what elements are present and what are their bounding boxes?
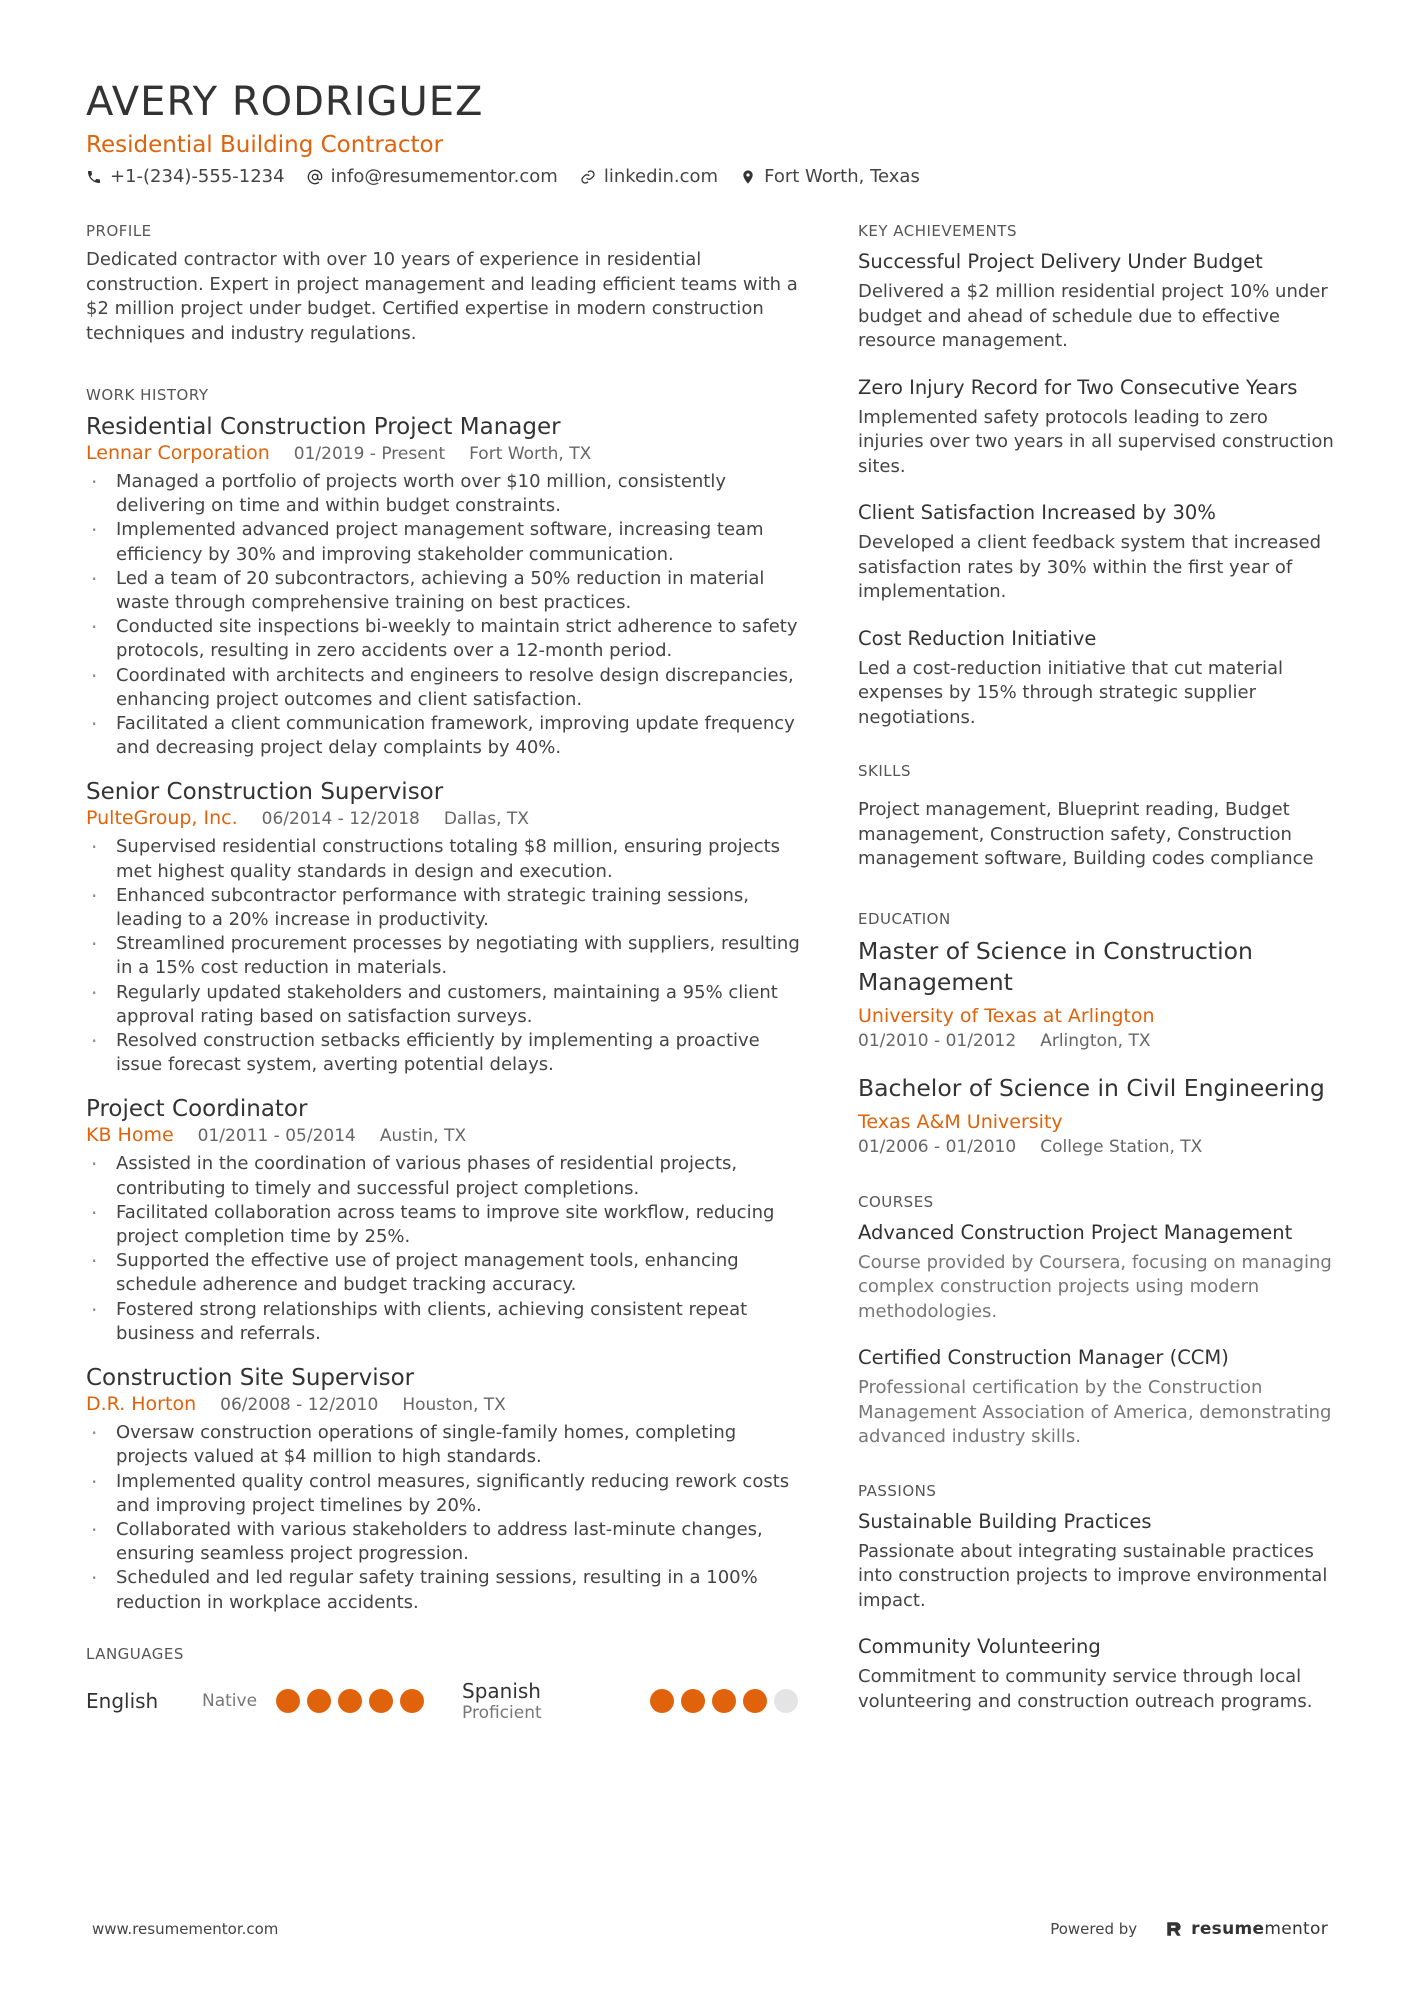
languages-heading: LANGUAGES	[86, 1644, 184, 1663]
education-section	[858, 910, 1338, 1157]
bullet-item: · Enhanced subcontractor performance with strategic training sessions, leading to a 20% increase in productivity.	[86, 884, 802, 932]
language-level: Proficient	[462, 1702, 542, 1723]
email-text[interactable]: info@resumementor.com	[330, 166, 558, 187]
link-icon	[580, 169, 596, 185]
brand-logo[interactable]	[1165, 1919, 1328, 1939]
phone-icon	[86, 169, 102, 185]
skills-heading: SKILLS	[858, 762, 912, 780]
candidate-name: AVERY RODRIGUEZ	[86, 79, 484, 125]
linkedin-text[interactable]: linkedin.com	[603, 166, 719, 187]
job-entry-title: Construction Site Supervisor	[86, 1365, 415, 1392]
job-dates: 01/2019 - Present	[293, 444, 446, 464]
left-column	[86, 222, 802, 1723]
passion-item	[858, 1508, 1338, 1614]
job-bullets	[86, 470, 802, 760]
rating-dot-empty	[774, 1689, 798, 1713]
location-text: Fort Worth, Texas	[764, 166, 920, 187]
job-location: Dallas, TX	[443, 809, 529, 830]
achievements-section	[858, 222, 1338, 730]
job-entry-meta	[86, 442, 802, 464]
course-title: Advanced Construction Project Management	[858, 1220, 1293, 1244]
achievement-title: Cost Reduction Initiative	[858, 626, 1097, 650]
education-heading: EDUCATION	[858, 909, 951, 928]
bullet-item: · Facilitated collaboration across teams to improve site workflow, reducing project completion time by 25%.	[86, 1201, 802, 1249]
rating-dot-filled	[712, 1689, 736, 1713]
location-pin-icon	[740, 169, 756, 185]
passion-item	[858, 1633, 1338, 1714]
passion-text: Passionate about integrating sustainable practices into construction projects to improve environmental impact.	[858, 1540, 1328, 1611]
course-item	[858, 1344, 1338, 1450]
education-meta	[858, 1031, 1338, 1051]
contact-email[interactable]	[307, 166, 558, 187]
job-entry	[86, 412, 802, 760]
achievement-title: Client Satisfaction Increased by 30%	[858, 501, 1216, 524]
education-dates: 01/2010 - 01/2012	[858, 1030, 1017, 1051]
job-bullets	[86, 835, 802, 1077]
job-bullets	[86, 1421, 802, 1615]
bullet-item: · Coordinated with architects and engineers to resolve design discrepancies, enhancing project outcomes and client satisfaction.	[86, 664, 802, 712]
contact-phone	[86, 166, 285, 187]
passions-section	[858, 1482, 1338, 1715]
job-company: PulteGroup, Inc.	[86, 807, 238, 830]
achievement-item	[858, 374, 1338, 480]
achievement-text: Implemented safety protocols leading to zero injuries over two years in all supervised construction sites.	[858, 406, 1334, 477]
language-level: Native	[202, 1690, 258, 1711]
bullet-item: · Regularly updated stakeholders and customers, maintaining a 95% client approval rating based on satisfaction surveys.	[86, 981, 802, 1029]
achievement-item	[858, 625, 1338, 731]
achievement-text: Delivered a $2 million residential project 10% under budget and ahead of schedule due to effective resource management.	[858, 281, 1328, 351]
job-entry-meta	[86, 1393, 802, 1415]
job-company: D.R. Horton	[86, 1393, 197, 1416]
job-company: Lennar Corporation	[86, 442, 270, 464]
job-title: Residential Building Contractor	[86, 132, 444, 158]
course-text: Course provided by Coursera, focusing on managing complex construction projects using modern methodologies.	[858, 1251, 1332, 1322]
education-school: Texas A&M University	[858, 1110, 1063, 1133]
languages-row	[86, 1679, 802, 1723]
rating-dot-filled	[338, 1689, 362, 1713]
skills-text: Project management, Blueprint reading, Budget management, Construction safety, Construction management software, Building codes compliance	[858, 799, 1314, 869]
at-sign-icon	[307, 169, 323, 185]
bullet-item: · Implemented advanced project management software, increasing team efficiency by 30% and improving stakeholder communication.	[86, 518, 802, 566]
education-item	[858, 1073, 1338, 1157]
job-entry-title: Senior Construction Supervisor	[86, 779, 444, 806]
language-english	[86, 1689, 462, 1713]
rating-dot-filled	[400, 1689, 424, 1713]
contact-location	[740, 166, 920, 187]
education-dates: 01/2006 - 01/2010	[858, 1136, 1017, 1157]
rating-dot-filled	[276, 1689, 300, 1713]
job-entry-meta	[86, 1124, 802, 1146]
bullet-item: · Streamlined procurement processes by negotiating with suppliers, resulting in a 15% cost reduction in materials.	[86, 932, 802, 980]
bullet-item: · Scheduled and led regular safety training sessions, resulting in a 100% reduction in workplace accidents.	[86, 1566, 802, 1614]
job-entry-title: Residential Construction Project Manager	[86, 414, 561, 440]
job-entry-meta	[86, 807, 802, 829]
job-location: Fort Worth, TX	[469, 444, 592, 464]
achievement-title: Zero Injury Record for Two Consecutive Years	[858, 375, 1298, 399]
languages-section	[86, 1645, 802, 1723]
courses-heading: COURSES	[858, 1192, 934, 1211]
achievement-item	[858, 499, 1338, 605]
rating-dot-filled	[650, 1689, 674, 1713]
language-spanish	[462, 1679, 798, 1723]
powered-by-label: Powered by	[1050, 1920, 1138, 1938]
job-location: Houston, TX	[402, 1395, 506, 1416]
achievement-title: Successful Project Delivery Under Budget	[858, 250, 1263, 273]
job-entry-title: Project Coordinator	[86, 1096, 308, 1123]
rating-dot-filled	[369, 1689, 393, 1713]
bullet-item: · Facilitated a client communication framework, improving update frequency and decreasing project delay complaints by 40%.	[86, 712, 802, 760]
education-location: College Station, TX	[1040, 1136, 1203, 1157]
language-text-block	[462, 1679, 650, 1723]
job-entry	[86, 1363, 802, 1615]
job-entry	[86, 1094, 802, 1346]
rating-dot-filled	[743, 1689, 767, 1713]
profile-heading: PROFILE	[86, 222, 152, 240]
footer	[92, 1919, 1328, 1939]
skills-section	[858, 762, 1338, 872]
bullet-item: · Resolved construction setbacks efficiently by implementing a proactive issue forecast system, averting potential delays.	[86, 1029, 802, 1077]
brand-name-light: mentor	[1264, 1919, 1328, 1939]
achievement-item	[858, 248, 1338, 354]
profile-section	[86, 222, 802, 346]
right-column	[858, 222, 1338, 1734]
work-history-section	[86, 386, 802, 1615]
bullet-item: · Collaborated with various stakeholders to address last-minute changes, ensuring seamless project progression.	[86, 1518, 802, 1566]
education-location: Arlington, TX	[1040, 1030, 1151, 1051]
bullet-item: · Oversaw construction operations of single-family homes, completing projects valued at $4 million to high standards.	[86, 1421, 802, 1469]
job-location: Austin, TX	[379, 1126, 467, 1147]
education-meta	[858, 1137, 1338, 1157]
contact-bar	[86, 166, 1326, 187]
course-item	[858, 1219, 1338, 1325]
powered-by	[1050, 1919, 1328, 1939]
course-title: Certified Construction Manager (CCM)	[858, 1346, 1229, 1369]
bullet-item: · Supported the effective use of project management tools, enhancing schedule adherence and budget tracking accuracy.	[86, 1249, 802, 1297]
courses-section	[858, 1193, 1338, 1450]
passion-title: Sustainable Building Practices	[858, 1509, 1152, 1533]
language-name: Spanish	[462, 1678, 541, 1703]
job-dates: 01/2011 - 05/2014	[197, 1126, 356, 1147]
education-school: University of Texas at Arlington	[858, 1004, 1155, 1027]
language-name: English	[86, 1688, 159, 1713]
bullet-item: · Assisted in the coordination of various phases of residential projects, contributing to timely and successful project completions.	[86, 1152, 802, 1200]
bullet-item: · Implemented quality control measures, significantly reducing rework costs and improving project timelines by 20%.	[86, 1470, 802, 1518]
education-degree: Master of Science in Construction Management	[858, 936, 1253, 996]
work-history-heading: WORK HISTORY	[86, 386, 209, 404]
education-item	[858, 936, 1338, 1051]
job-company: KB Home	[86, 1124, 174, 1147]
job-dates: 06/2014 - 12/2018	[261, 809, 420, 830]
passion-text: Commitment to community service through local volunteering and construction outreach programs.	[858, 1666, 1313, 1712]
achievements-heading: KEY ACHIEVEMENTS	[858, 222, 1017, 240]
education-degree: Bachelor of Science in Civil Engineering	[858, 1073, 1325, 1102]
bullet-item: · Led a team of 20 subcontractors, achieving a 50% reduction in material waste through comprehensive training on best practices.	[86, 567, 802, 615]
job-bullets	[86, 1152, 802, 1346]
rating-dot-filled	[307, 1689, 331, 1713]
phone-text: +1-(234)-555-1234	[110, 166, 285, 187]
achievement-text: Led a cost-reduction initiative that cut material expenses by 15% through strategic supplier negotiations.	[858, 657, 1284, 728]
achievement-text: Developed a client feedback system that increased satisfaction rates by 30% within the first year of implementation.	[858, 532, 1322, 602]
bullet-item: · Managed a portfolio of projects worth over $10 million, consistently delivering on time and within budget constraints.	[86, 470, 802, 518]
bullet-item: · Supervised residential constructions totaling $8 million, ensuring projects met highest quality standards in design and execution.	[86, 835, 802, 883]
passion-title: Community Volunteering	[858, 1635, 1101, 1658]
profile-text: Dedicated contractor with over 10 years of experience in residential construction. Expert in project management and leading efficient teams with a $2 million project under budget. Certified expertise in modern construction techniques and industry regulations.	[86, 249, 798, 344]
job-dates: 06/2008 - 12/2010	[220, 1395, 379, 1416]
course-text: Professional certification by the Construction Management Association of America, demonstrating advanced industry skills.	[858, 1377, 1332, 1447]
bullet-item: · Fostered strong relationships with clients, achieving consistent repeat business and referrals.	[86, 1298, 802, 1346]
brand-name-bold: resume	[1191, 1919, 1265, 1939]
contact-linkedin[interactable]	[580, 166, 718, 187]
rating-dot-filled	[681, 1689, 705, 1713]
bullet-item: · Conducted site inspections bi-weekly to maintain strict adherence to safety protocols, resulting in zero accidents over a 12-month period.	[86, 615, 802, 663]
job-entry	[86, 777, 802, 1077]
passions-heading: PASSIONS	[858, 1481, 937, 1500]
header	[86, 78, 1326, 187]
language-rating	[650, 1689, 798, 1713]
footer-website-link[interactable]: www.resumementor.com	[92, 1920, 279, 1938]
language-rating	[276, 1689, 424, 1713]
brand-logo-icon	[1165, 1920, 1183, 1938]
